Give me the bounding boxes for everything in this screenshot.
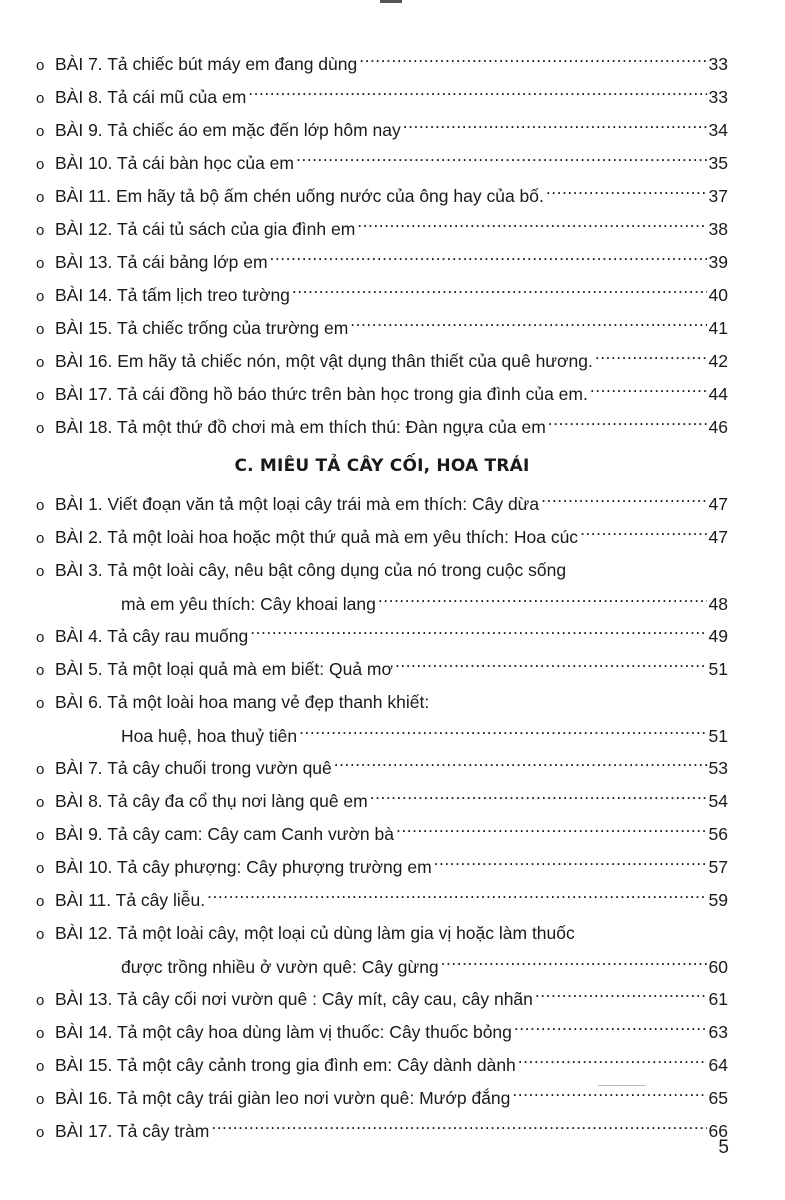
toc-entry-page: 57 bbox=[708, 857, 728, 877]
toc-entry-label-continued: được trồng nhiều ở vườn quê: Cây gừng bbox=[121, 957, 439, 977]
toc-entry-page: 34 bbox=[708, 120, 728, 140]
toc-entry-label: BÀI 3. Tả một loài cây, nêu bật công dụng của nó trong cuộc sống bbox=[55, 560, 567, 580]
dot-leader bbox=[359, 53, 706, 71]
toc-entry-label: BÀI 14. Tả tấm lịch treo tường bbox=[55, 285, 290, 305]
dot-leader bbox=[250, 625, 706, 643]
toc-entry-page: 42 bbox=[708, 351, 728, 371]
circle-bullet-icon: o bbox=[36, 255, 45, 272]
circle-bullet-icon: o bbox=[36, 1025, 45, 1042]
toc-entry-label: BÀI 16. Em hãy tả chiếc nón, một vật dụng thân thiết của quê hương. bbox=[55, 351, 593, 371]
toc-entry bbox=[36, 983, 728, 1016]
circle-bullet-icon: o bbox=[36, 354, 45, 371]
toc-entry bbox=[36, 48, 728, 81]
circle-bullet-icon: o bbox=[36, 1124, 45, 1141]
circle-bullet-icon: o bbox=[36, 629, 45, 646]
dot-leader bbox=[270, 251, 707, 269]
dot-leader bbox=[595, 350, 707, 368]
toc-entry-label-continued: mà em yêu thích: Cây khoai lang bbox=[121, 594, 376, 614]
dot-leader bbox=[350, 317, 706, 335]
toc-entry-page: 53 bbox=[708, 758, 728, 778]
toc-entry-label: BÀI 15. Tả một cây cảnh trong gia đình em: Cây dành dành bbox=[55, 1055, 516, 1075]
toc-entry-label: BÀI 5. Tả một loại quả mà em biết: Quả mơ bbox=[55, 659, 393, 679]
toc-entry-label: BÀI 17. Tả cái đồng hồ báo thức trên bàn học trong gia đình của em. bbox=[55, 384, 588, 404]
toc-entry-label: BÀI 18. Tả một thứ đồ chơi mà em thích thú: Đàn ngựa của em bbox=[55, 417, 546, 437]
toc-entry-label: BÀI 17. Tả cây tràm bbox=[55, 1121, 210, 1141]
toc-entry-page: 59 bbox=[708, 890, 728, 910]
top-edge-mark bbox=[380, 0, 402, 3]
toc-entry-page: 56 bbox=[708, 824, 728, 844]
toc-entry bbox=[36, 1049, 728, 1082]
toc-entry-label: BÀI 2. Tả một loài hoa hoặc một thứ quả mà em yêu thích: Hoa cúc bbox=[55, 527, 579, 547]
toc-entry-label: BÀI 7. Tả cây chuối trong vườn quê bbox=[55, 758, 332, 778]
toc-entry-page: 40 bbox=[708, 285, 728, 305]
dot-leader bbox=[292, 284, 707, 302]
toc-entry bbox=[36, 653, 728, 686]
toc-entry bbox=[36, 917, 728, 983]
toc-entry bbox=[36, 1082, 728, 1115]
toc-entry-label: BÀI 8. Tả cái mũ của em bbox=[55, 87, 247, 107]
toc-entry-label-continued: Hoa huệ, hoa thuỷ tiên bbox=[121, 726, 298, 746]
dot-leader bbox=[378, 593, 707, 611]
circle-bullet-icon: o bbox=[36, 497, 45, 514]
toc-entry-page: 46 bbox=[708, 417, 728, 437]
table-of-contents bbox=[36, 48, 728, 1148]
dot-leader bbox=[396, 823, 707, 841]
toc-entry-label: BÀI 4. Tả cây rau muống bbox=[55, 626, 249, 646]
circle-bullet-icon: o bbox=[36, 57, 45, 74]
toc-entry bbox=[36, 521, 728, 554]
toc-entry-page: 65 bbox=[708, 1088, 728, 1108]
toc-entry-label: BÀI 10. Tả cái bàn học của em bbox=[55, 153, 294, 173]
dot-leader bbox=[518, 1054, 707, 1072]
dot-leader bbox=[370, 790, 707, 808]
toc-entry bbox=[36, 411, 728, 444]
toc-entry-page: 41 bbox=[708, 318, 728, 338]
toc-entry-label: BÀI 14. Tả một cây hoa dùng làm vị thuốc: Cây thuốc bỏng bbox=[55, 1022, 512, 1042]
toc-entry bbox=[36, 279, 728, 312]
dot-leader bbox=[296, 152, 707, 170]
dot-leader bbox=[514, 1021, 707, 1039]
toc-entry-label: BÀI 7. Tả chiếc bút máy em đang dùng bbox=[55, 54, 358, 74]
toc-entry bbox=[36, 1115, 728, 1148]
toc-entry-page: 39 bbox=[708, 252, 728, 272]
circle-bullet-icon: o bbox=[36, 860, 45, 877]
toc-entry-label: BÀI 10. Tả cây phượng: Cây phượng trường em bbox=[55, 857, 432, 877]
circle-bullet-icon: o bbox=[36, 90, 45, 107]
toc-entry-page: 48 bbox=[708, 594, 728, 614]
toc-entry-label: BÀI 12. Tả một loài cây, một loại củ dùng làm gia vị hoặc làm thuốc bbox=[55, 923, 575, 943]
toc-entry-label: BÀI 9. Tả cây cam: Cây cam Canh vườn bà bbox=[55, 824, 394, 844]
toc-entry-page: 61 bbox=[708, 989, 728, 1009]
toc-entry bbox=[36, 884, 728, 917]
circle-bullet-icon: o bbox=[36, 222, 45, 239]
circle-bullet-icon: o bbox=[36, 321, 45, 338]
dot-leader bbox=[357, 218, 706, 236]
circle-bullet-icon: o bbox=[36, 827, 45, 844]
toc-entry-page: 64 bbox=[708, 1055, 728, 1075]
toc-entry-page: 47 bbox=[708, 527, 728, 547]
circle-bullet-icon: o bbox=[36, 387, 45, 404]
toc-entry bbox=[36, 147, 728, 180]
toc-entry bbox=[36, 1016, 728, 1049]
toc-entry bbox=[36, 246, 728, 279]
circle-bullet-icon: o bbox=[36, 123, 45, 140]
toc-entry-label: BÀI 11. Em hãy tả bộ ấm chén uống nước của ông hay của bố. bbox=[55, 186, 544, 206]
dot-leader bbox=[548, 416, 707, 434]
toc-entry-page: 63 bbox=[708, 1022, 728, 1042]
circle-bullet-icon: o bbox=[36, 794, 45, 811]
toc-entry-page: 54 bbox=[708, 791, 728, 811]
dot-leader bbox=[441, 956, 707, 974]
decorative-rule bbox=[598, 1085, 646, 1086]
circle-bullet-icon: o bbox=[36, 156, 45, 173]
circle-bullet-icon: o bbox=[36, 563, 45, 580]
dot-leader bbox=[299, 725, 706, 743]
toc-entry-page: 49 bbox=[708, 626, 728, 646]
page-number: 5 bbox=[718, 1137, 729, 1158]
toc-entry bbox=[36, 488, 728, 521]
toc-entry-page: 51 bbox=[708, 726, 728, 746]
toc-entry-page: 33 bbox=[708, 54, 728, 74]
toc-entry-page: 35 bbox=[708, 153, 728, 173]
toc-entry-label: BÀI 15. Tả chiếc trống của trường em bbox=[55, 318, 349, 338]
toc-entry bbox=[36, 213, 728, 246]
circle-bullet-icon: o bbox=[36, 420, 45, 437]
toc-entry bbox=[36, 686, 728, 752]
toc-entry-page: 38 bbox=[708, 219, 728, 239]
toc-entry bbox=[36, 114, 728, 147]
circle-bullet-icon: o bbox=[36, 695, 45, 712]
toc-entry bbox=[36, 312, 728, 345]
toc-entry bbox=[36, 785, 728, 818]
circle-bullet-icon: o bbox=[36, 288, 45, 305]
circle-bullet-icon: o bbox=[36, 530, 45, 547]
toc-entry-label: BÀI 12. Tả cái tủ sách của gia đình em bbox=[55, 219, 356, 239]
toc-entry-page: 47 bbox=[708, 494, 728, 514]
circle-bullet-icon: o bbox=[36, 1058, 45, 1075]
toc-entry bbox=[36, 752, 728, 785]
section-heading: C. MIÊU TẢ CÂY CỐI, HOA TRÁI bbox=[234, 456, 530, 476]
dot-leader bbox=[207, 889, 706, 907]
dot-leader bbox=[541, 493, 706, 511]
dot-leader bbox=[512, 1087, 706, 1105]
circle-bullet-icon: o bbox=[36, 189, 45, 206]
toc-entry-page: 60 bbox=[708, 957, 728, 977]
dot-leader bbox=[535, 988, 707, 1006]
toc-entry bbox=[36, 378, 728, 411]
circle-bullet-icon: o bbox=[36, 662, 45, 679]
dot-leader bbox=[334, 757, 707, 775]
toc-entry-page: 33 bbox=[708, 87, 728, 107]
dot-leader bbox=[580, 526, 706, 544]
toc-entry bbox=[36, 620, 728, 653]
dot-leader bbox=[395, 658, 707, 676]
toc-entry-label: BÀI 11. Tả cây liễu. bbox=[55, 890, 206, 910]
dot-leader bbox=[546, 185, 707, 203]
toc-entry bbox=[36, 180, 728, 213]
toc-entry-label: BÀI 6. Tả một loài hoa mang vẻ đẹp thanh khiết: bbox=[55, 692, 430, 712]
toc-entry bbox=[36, 818, 728, 851]
toc-entry bbox=[36, 81, 728, 114]
toc-entry-page: 37 bbox=[708, 186, 728, 206]
circle-bullet-icon: o bbox=[36, 926, 45, 943]
toc-entry bbox=[36, 554, 728, 620]
dot-leader bbox=[211, 1120, 706, 1138]
toc-entry-label: BÀI 16. Tả một cây trái giàn leo nơi vườn quê: Mướp đắng bbox=[55, 1088, 511, 1108]
dot-leader bbox=[590, 383, 707, 401]
toc-entry-label: BÀI 9. Tả chiếc áo em mặc đến lớp hôm nay bbox=[55, 120, 401, 140]
toc-entry-page: 51 bbox=[708, 659, 728, 679]
dot-leader bbox=[434, 856, 707, 874]
circle-bullet-icon: o bbox=[36, 893, 45, 910]
circle-bullet-icon: o bbox=[36, 992, 45, 1009]
toc-entry bbox=[36, 851, 728, 884]
toc-entry-page: 44 bbox=[708, 384, 728, 404]
toc-entry-label: BÀI 8. Tả cây đa cổ thụ nơi làng quê em bbox=[55, 791, 368, 811]
dot-leader bbox=[403, 119, 707, 137]
dot-leader bbox=[248, 86, 706, 104]
circle-bullet-icon: o bbox=[36, 1091, 45, 1108]
toc-entry-label: BÀI 13. Tả cây cối nơi vườn quê : Cây mít, cây cau, cây nhãn bbox=[55, 989, 533, 1009]
toc-entry-label: BÀI 1. Viết đoạn văn tả một loại cây trái mà em thích: Cây dừa bbox=[55, 494, 540, 514]
toc-entry-page: 66 bbox=[708, 1121, 728, 1141]
circle-bullet-icon: o bbox=[36, 761, 45, 778]
toc-entry bbox=[36, 345, 728, 378]
toc-entry-label: BÀI 13. Tả cái bảng lớp em bbox=[55, 252, 268, 272]
